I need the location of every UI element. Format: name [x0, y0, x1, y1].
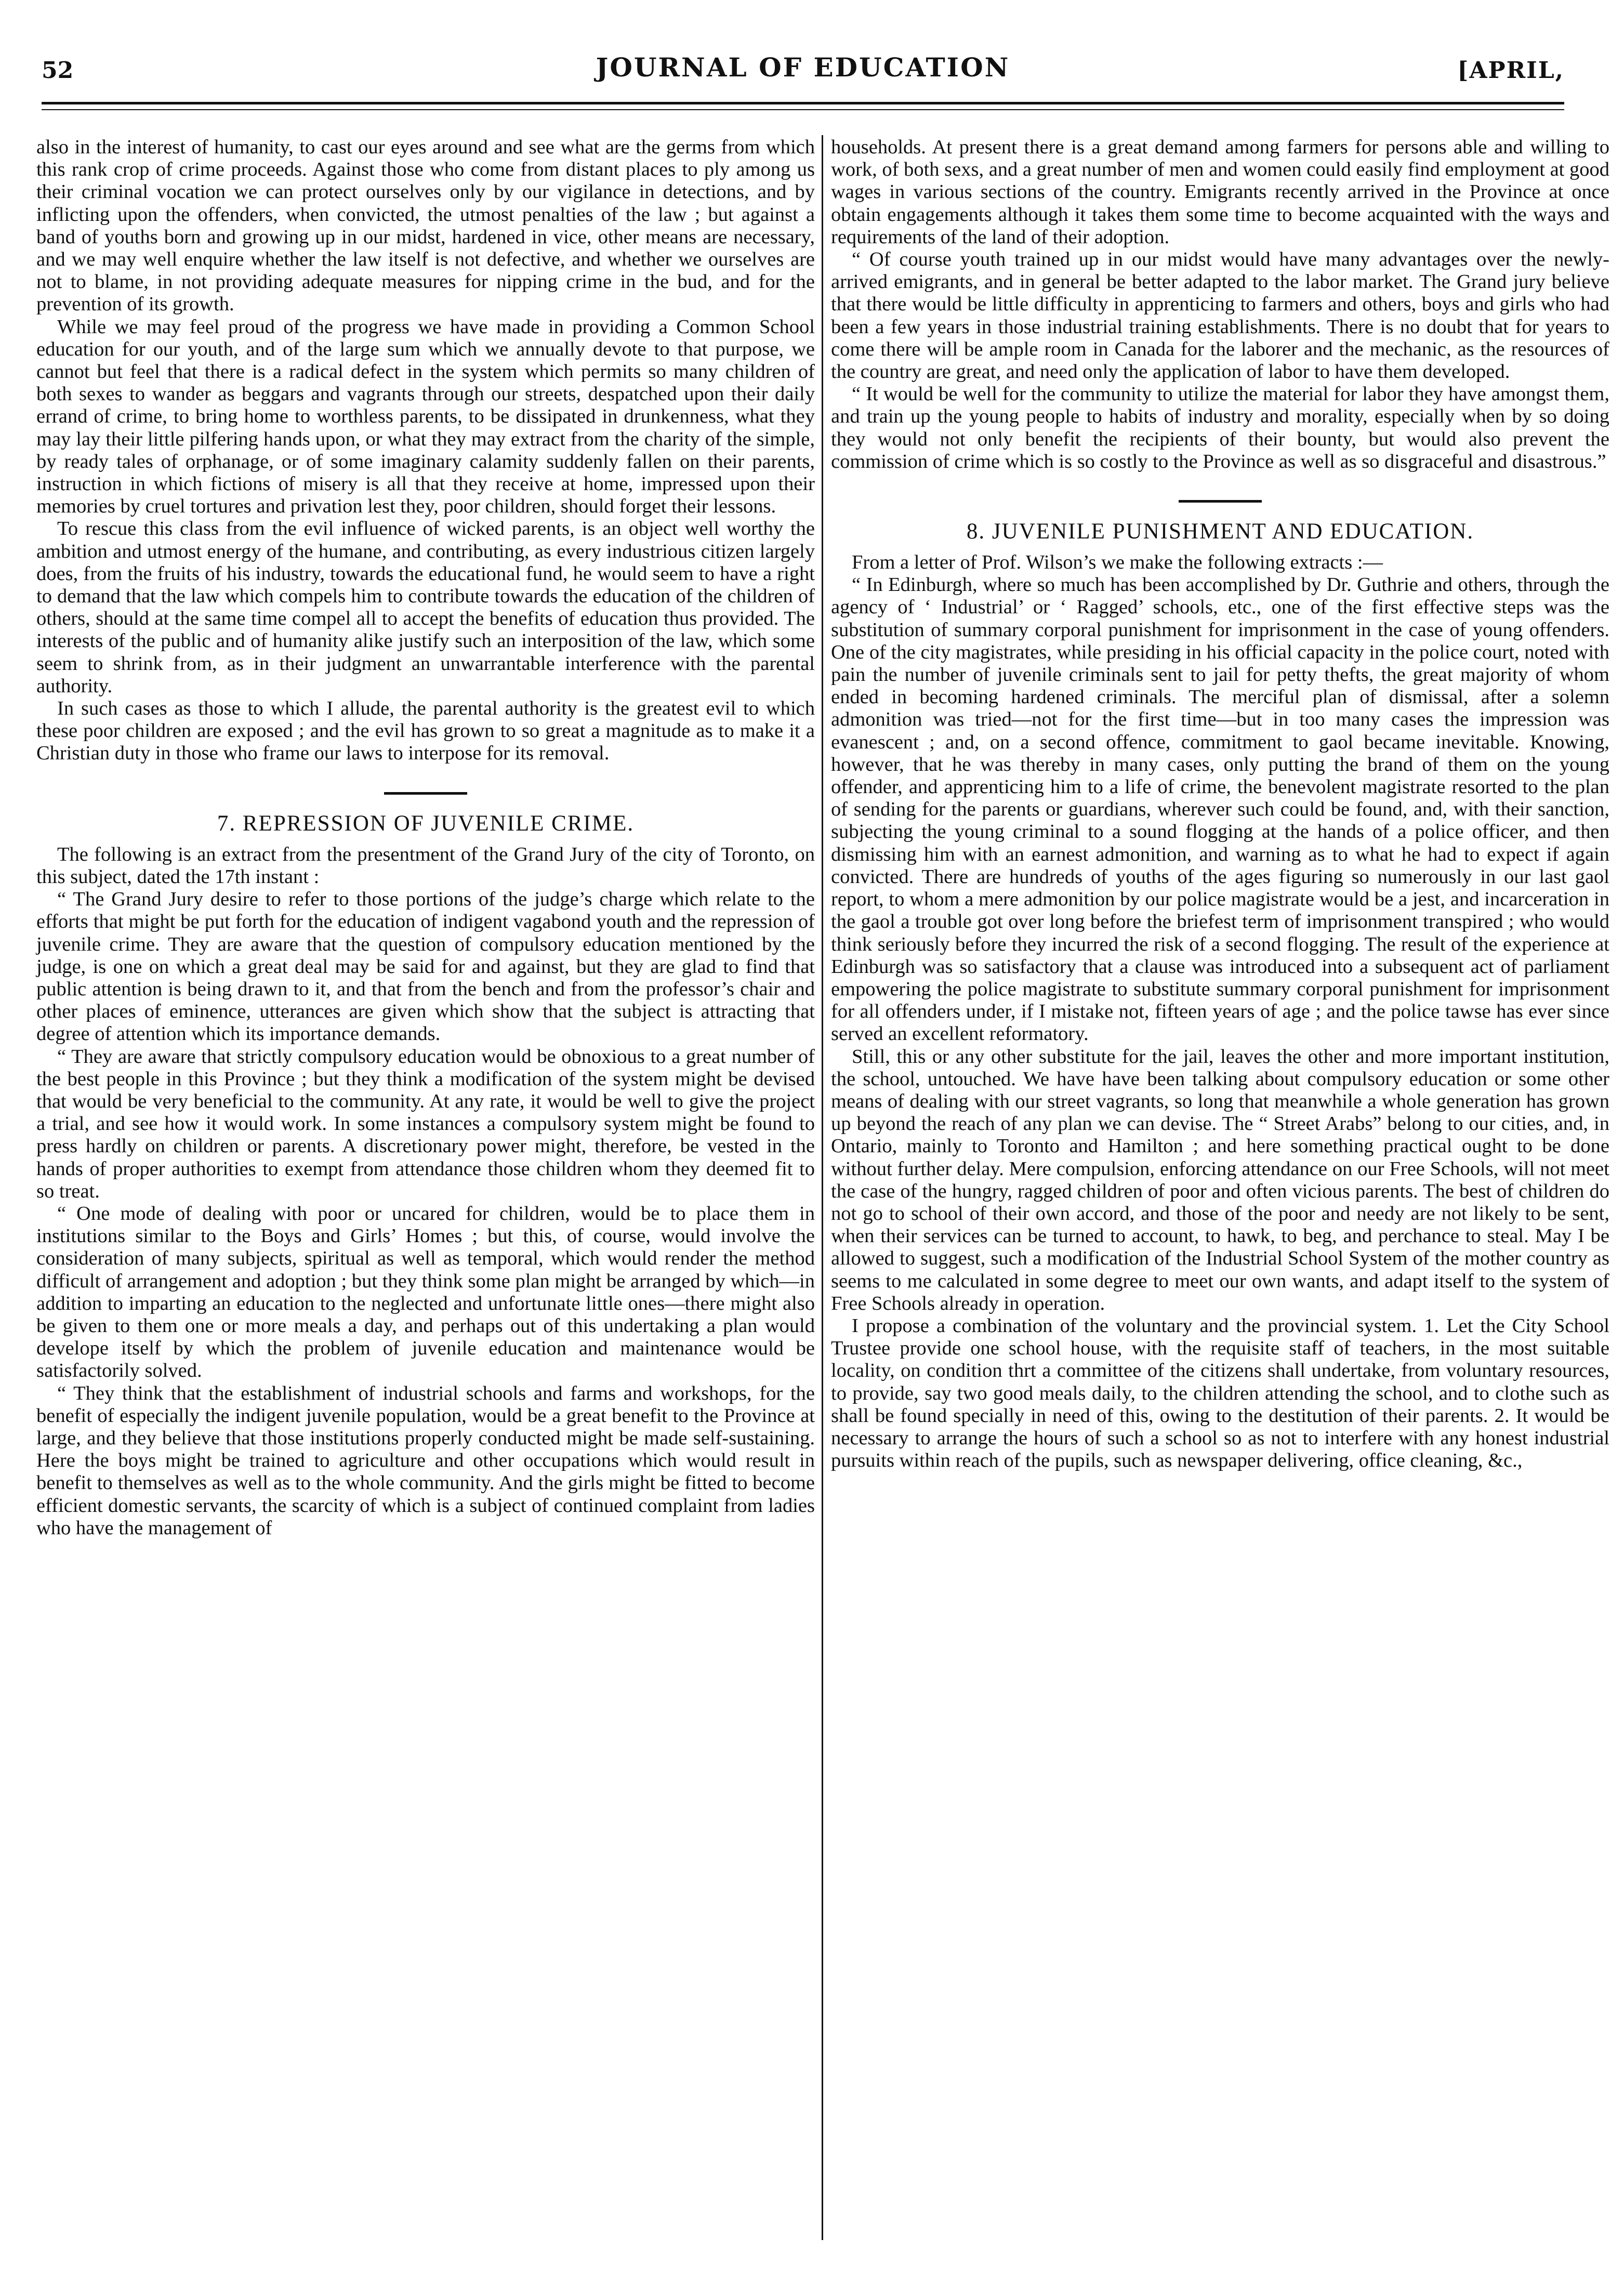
paragraph: While we may feel proud of the progress we have made in providing a Common School education for our youth, and of the large sum which we annually devote to that purpose, we cannot but feel that there is a radical defect in the system which permits so many children of both sexes to wander as beggars and vagrants through our streets, despatched upon their daily errand of crime, to bring home to worthless parents, to be dissipated in drunkenness, what they may lay their little pilfering hands upon, or what they may extract from the charity of the simple, by ready tales of orphanage, or of some imaginary calamity suddenly fallen on their parents, instruction in which fictions of misery is all that they receive at home, impressed upon their memories by cruel tortures and privation lest they, poor children, should forget their lessons. — [36, 315, 815, 518]
paragraph: “ It would be well for the community to utilize the material for labor they have amongst them, and train up the young people to habits of industry and morality, especially when by so doing they would not only benefit the recipients of their bounty, but would also prevent the commission of crime which is so costly to the Province as well as so disgraceful and disastrous.” — [831, 383, 1609, 472]
paragraph: In such cases as those to which I allude, the parental authority is the greatest evil to which these poor children are exposed ; and the evil has grown to so great a magnitude as to make it a Christian duty in those who frame our laws to interpose for its removal. — [36, 697, 815, 765]
page-number: 52 — [42, 57, 74, 84]
paragraph: “ They are aware that strictly compulsory education would be obnoxious to a great number of the best people in this Province ; but they think a modification of the system might be devised that would be very beneficial to the community. At any rate, it would be well to give the project a trial, and see how it would work. In some instances a compulsory system might be found to press hardly on children or parents. A discretionary power might, therefore, be vested in the hands of proper authorities to exempt from attendance those children whom they deemed fit to so treat. — [36, 1045, 815, 1202]
column-divider — [822, 135, 823, 2240]
issue-month: [APRIL, — [1457, 57, 1564, 84]
paragraph: “ They think that the establishment of industrial schools and farms and workshops, for the benefit of especially the indigent juvenile population, would be a great benefit to the Province at large, and they believe that those institutions properly conducted might be made self-sustaining. Here the boys might be trained to agriculture and other occupations which would result in benefit to themselves as well as to the whole community. And the girls might be fitted to become efficient domestic servants, the scarcity of which is a subject of continued complaint from ladies who have the management of — [36, 1382, 815, 1539]
paragraph: “ In Edinburgh, where so much has been accomplished by Dr. Guthrie and others, through the agency of ‘ Industrial’ or ‘ Ragged’ schools, etc., one of the first effective steps was the substitution of summary corporal punishment for imprisonment in the case of young offenders. One of the city magistrates, while presiding in his official capacity in the police court, noted with pain the number of juvenile criminals sent to jail for petty thefts, the great majority of whom ended in becoming hardened criminals. The merciful plan of dismissal, after a solemn admonition was tried—not for the first time—but in too many cases the impression was evanescent ; and, on a second offence, commitment to gaol became inevitable. Knowing, however, that he was thereby in many cases, only putting the brand of them on the young offender, and apprenticing him to a life of crime, the benevolent magistrate resorted to the plan of sending for the parents or guardians, wherever such could be found, and, with their sanction, subjecting the young criminal to a sound flogging at the hands of a police officer, and then dismissing him with an earnest admonition, and warning as to what he had to expect if again convicted. There are hundreds of youths of the ages figuring so numerously in our last gaol report, to whom a mere admonition by our police magistrate would be a jest, and incarceration in the gaol a trouble got over long before the briefest term of imprisonment transpired ; who would think seriously before they incurred the risk of a second flogging. The result of the experience at Edinburgh was so satisfactory that a clause was introduced into a subsequent act of parliament empowering the police magistrate to substitute summary corporal punishment for imprisonment for all offenders under, if I mistake not, fifteen years of age ; and the police tawse has ever since served an excellent reformatory. — [831, 574, 1609, 1045]
section-8-heading: 8. JUVENILE PUNISHMENT AND EDUCATION. — [966, 519, 1474, 544]
paragraph: From a letter of Prof. Wilson’s we make the following extracts :— — [852, 551, 1383, 574]
header-rule-thick — [42, 102, 1564, 104]
header-rule-thin — [42, 109, 1564, 110]
section-7-heading: 7. REPRESSION OF JUVENILE CRIME. — [217, 811, 635, 836]
paragraph: “ The Grand Jury desire to refer to those portions of the judge’s charge which relate to the efforts that might be put forth for the education of indigent vagabond youth and the repression of juvenile crime. They are aware that the question of compulsory education mentioned by the judge, is one on which a great deal may be said for and against, but they are glad to find that public attention is being drawn to it, and that from the bench and from the professor’s chair and other places of eminence, utterances are given which show that the subject is attracting that degree of attention which its importance demands. — [36, 888, 815, 1045]
section-separator — [1179, 500, 1262, 503]
paragraph: “ One mode of dealing with poor or uncared for children, would be to place them in institutions similar to the Boys and Girls’ Homes ; but this, of course, would involve the consideration of many subjects, spiritual as well as temporal, which would render the method difficult of arrangement and adoption ; but they think some plan might be arranged by which—in addition to imparting an education to the neglected and unfortunate little ones—there might also be given to them one or more meals a day, and perhaps out of this undertaking a plan would develope itself by which the problem of juvenile education and maintenance would be satisfactorily solved. — [36, 1202, 815, 1382]
left-column — [36, 136, 815, 1539]
paragraph: households. At present there is a great demand among farmers for persons able and willing to work, of both sexs, and a great number of men and women could easily find employment at good wages in various sections of the country. Emigrants recently arrived in the Province at once obtain engagements although it takes them some time to become acquainted with the ways and requirements of the land of their adoption. — [831, 136, 1609, 248]
paragraph: I propose a combination of the voluntary and the provincial system. 1. Let the City School Trustee provide one school house, with the requisite staff of teachers, in the most suitable locality, on condition thrt a committee of the citizens shall undertake, from voluntary resources, to provide, say two good meals daily, to the children attending the school, and to clothe such as shall be found specially in need of this, owing to the destitution of their parents. 2. It would be necessary to arrange the hours of such a school so as not to interfere with any honest industrial pursuits within reach of the pupils, such as newspaper delivering, office cleaning, &c., — [831, 1314, 1609, 1472]
paragraph: also in the interest of humanity, to cast our eyes around and see what are the germs from which this rank crop of crime proceeds. Against those who come from distant places to ply among us their criminal vocation we can protect ourselves only by our vigilance in detections, and by inflicting upon the offenders, when convicted, the utmost penalties of the law ; but against a band of youths born and growing up in our midst, hardened in vice, other means are necessary, and we may well enquire whether the law itself is not defective, and whether we ourselves are not to blame, in not providing adequate measures for nipping crime in the bud, and for the prevention of its growth. — [36, 136, 815, 315]
page-header — [42, 52, 1564, 94]
journal-title: JOURNAL OF EDUCATION — [596, 52, 1010, 83]
paragraph: To rescue this class from the evil influence of wicked parents, is an object well worthy the ambition and utmost energy of the humane, and contributing, as every industrious citizen largely does, from the fruits of his industry, towards the educational fund, he would seem to have a right to demand that the law which compels him to contribute towards the education of the children of others, should at the same time compel all to accept the benefits of education thus provided. The interests of the public and of humanity alike justify such an interposition of the law, which some seem to shrink from, as in their judgment an unwarrantable interference with the parental authority. — [36, 518, 815, 697]
section-separator — [384, 792, 467, 795]
paragraph: The following is an extract from the presentment of the Grand Jury of the city of Toronto, on this subject, dated the 17th instant : — [36, 843, 815, 888]
right-column — [831, 136, 1609, 1472]
paragraph: Still, this or any other substitute for the jail, leaves the other and more important institution, the school, untouched. We have have been talking about compulsory education or some other means of dealing with our street vagrants, so long that meanwhile a whole generation has grown up beyond the reach of any plan we can devise. The “ Street Arabs” belong to our cities, and, in Ontario, mainly to Toronto and Hamilton ; and here something practical ought to be done without further delay. Mere compulsion, enforcing attendance on our Free Schools, will not meet the case of the hungry, ragged children of poor and often vicious parents. The best of children do not go to school of their own accord, and those of the poor and needy are not likely to be sent, when their services can be turned to account, to hawk, to beg, and perchance to steal. May I be allowed to suggest, such a modification of the Industrial School System of the mother country as seems to me calculated in some degree to meet our own wants, and adapt itself to the system of Free Schools already in operation. — [831, 1045, 1609, 1314]
paragraph: “ Of course youth trained up in our midst would have many advantages over the newly-arrived emigrants, and in general be better adapted to the labor market. The Grand jury believe that there would be little difficulty in apprenticing to farmers and others, boys and girls who had been a few years in those industrial training establishments. There is no doubt that for years to come there will be ample room in Canada for the laborer and the mechanic, as the resources of the country are great, and need only the application of labor to have them developed. — [831, 248, 1609, 383]
